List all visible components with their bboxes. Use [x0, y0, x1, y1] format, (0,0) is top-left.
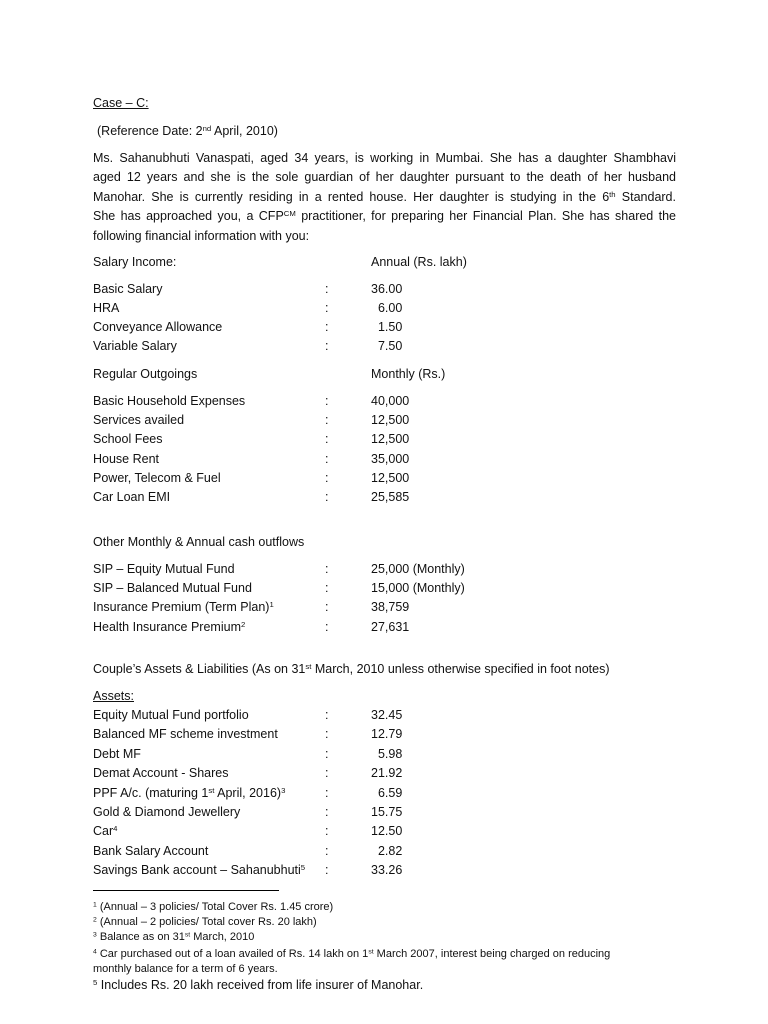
- footnote-text: monthly balance for a term of 6 years.: [93, 963, 278, 975]
- footnote-text: March 2007, interest being charged on reducing: [373, 948, 611, 960]
- row-label-text: SIP – Equity Mutual Fund: [93, 562, 235, 576]
- intro-line-text: She has approached you, a CFP: [93, 209, 284, 224]
- row-separator: :: [325, 301, 329, 315]
- row-label: Basic Salary: [93, 282, 163, 296]
- row-value: 7.50: [371, 339, 403, 353]
- footnote-text: Car purchased out of a loan availed of Rs. 14 lakh on 1: [96, 948, 369, 960]
- footnote-sup: st: [184, 931, 191, 939]
- footnote-3: [93, 930, 254, 944]
- row-label: Equity Mutual Fund portfolio: [93, 708, 249, 722]
- footnote-1: [93, 900, 333, 914]
- row-label-sup: st: [208, 785, 215, 795]
- row-separator: :: [325, 844, 329, 858]
- footnote-number: 2: [93, 916, 97, 924]
- intro-line: following financial information with you:: [93, 228, 310, 243]
- row-label: [93, 618, 245, 636]
- row-label: Power, Telecom & Fuel: [93, 471, 221, 485]
- row-value: 15,000 (Monthly): [371, 581, 465, 595]
- title-text: March, 2010 unless otherwise specified in foot notes): [311, 662, 610, 676]
- intro-line: [93, 207, 676, 226]
- row-value: 25,000 (Monthly): [371, 562, 465, 576]
- row-label: HRA: [93, 301, 120, 315]
- row-label-text: Health Insurance Premium: [93, 620, 241, 634]
- row-separator: :: [325, 863, 329, 877]
- footnote-text: (Annual – 2 policies/ Total cover Rs. 20 lakh): [96, 916, 317, 928]
- row-label: [93, 560, 235, 578]
- row-value: 27,631: [371, 620, 410, 634]
- row-label: [93, 861, 305, 879]
- row-separator: :: [325, 490, 329, 504]
- row-label: House Rent: [93, 452, 160, 466]
- intro-line: [93, 188, 676, 207]
- row-value: 35,000: [371, 452, 410, 466]
- row-label: Car Loan EMI: [93, 490, 171, 504]
- row-separator: :: [325, 786, 329, 800]
- row-value: 5.98: [371, 747, 403, 761]
- row-label: [93, 822, 117, 840]
- row-value: 12.79: [371, 727, 403, 741]
- row-value: 36.00: [371, 282, 403, 296]
- footnote-ref: 3: [281, 785, 286, 795]
- row-value: 33.26: [371, 863, 403, 877]
- footnote-text: March, 2010: [190, 931, 255, 943]
- row-value: 6.00: [371, 301, 403, 315]
- intro-line-text: practitioner, for preparing her Financial Plan. She has shared the: [295, 209, 676, 224]
- row-value: 1.50: [371, 320, 403, 334]
- assets-liabilities-title: [93, 660, 610, 678]
- row-separator: :: [325, 413, 329, 427]
- row-separator: :: [325, 824, 329, 838]
- row-separator: :: [325, 727, 329, 741]
- row-label-text: April, 2016): [214, 786, 282, 800]
- footnote-text: Includes Rs. 20 lakh received from life insurer of Manohar.: [97, 978, 424, 992]
- intro-line: aged 12 years and she is the sole guardian of her daughter pursuant to the death of her husband: [93, 170, 676, 185]
- footnote-number: 1: [93, 901, 97, 909]
- outgoings-section-header: [93, 365, 446, 383]
- footnote-divider: [93, 890, 279, 891]
- footnote-sup: st: [368, 948, 374, 956]
- row-separator: :: [325, 747, 329, 761]
- footnote-2: [93, 915, 317, 929]
- row-label: Demat Account - Shares: [93, 766, 229, 780]
- footnote-ref: 4: [113, 823, 118, 833]
- row-value: 12,500: [371, 413, 410, 427]
- row-separator: :: [325, 600, 329, 614]
- reference-date-sup: nd: [202, 123, 212, 133]
- row-separator: :: [325, 708, 329, 722]
- row-value: 21.92: [371, 766, 403, 780]
- reference-date-prefix: (Reference Date: 2: [97, 124, 203, 138]
- row-value: 2.82: [371, 844, 403, 858]
- row-label: [93, 579, 252, 597]
- row-label: Balanced MF scheme investment: [93, 727, 278, 741]
- footnote-5: [93, 977, 423, 993]
- row-separator: :: [325, 766, 329, 780]
- row-label-text: SIP – Balanced Mutual Fund: [93, 581, 252, 595]
- row-separator: :: [325, 282, 329, 296]
- row-label-text: Car: [93, 824, 114, 838]
- intro-line-text: Standard.: [615, 189, 676, 204]
- footnote-ref: 5: [300, 862, 306, 872]
- intro-line-sup: CM: [283, 208, 296, 218]
- footnote-number: 5: [93, 977, 98, 987]
- row-value: 12,500: [371, 471, 410, 485]
- row-separator: :: [325, 339, 329, 353]
- outgoings-title: Regular Outgoings: [93, 367, 198, 381]
- row-separator: :: [325, 805, 329, 819]
- footnote-text: (Annual – 3 policies/ Total Cover Rs. 1.45 crore): [96, 901, 334, 913]
- row-label: [93, 784, 285, 802]
- row-label: Basic Household Expenses: [93, 394, 246, 408]
- footnote-text: Balance as on 31: [96, 931, 185, 943]
- intro-paragraph: [93, 149, 676, 246]
- row-label: Bank Salary Account: [93, 844, 209, 858]
- row-label: Conveyance Allowance: [93, 320, 223, 334]
- footnote-number: 3: [93, 931, 97, 939]
- other-outflows-title: Other Monthly & Annual cash outflows: [93, 535, 305, 549]
- row-label-text: PPF A/c. (maturing 1: [93, 786, 209, 800]
- row-value: 38,759: [371, 600, 410, 614]
- row-label: [93, 598, 274, 616]
- row-separator: :: [325, 320, 329, 334]
- row-label: Variable Salary: [93, 339, 177, 353]
- row-label-text: Savings Bank account – Sahanubhuti: [93, 863, 301, 877]
- row-value: 32.45: [371, 708, 403, 722]
- row-label: Gold & Diamond Jewellery: [93, 805, 241, 819]
- row-separator: :: [325, 620, 329, 634]
- intro-line: Ms. Sahanubhuti Vanaspati, aged 34 years, is working in Mumbai. She has a daughter Shambhavi: [93, 151, 676, 165]
- salary-column-header: Annual (Rs. lakh): [371, 255, 467, 269]
- row-value: 25,585: [371, 490, 410, 504]
- reference-date-suffix: April, 2010): [211, 124, 278, 138]
- title-text: Couple’s Assets & Liabilities (As on 31: [93, 662, 306, 676]
- title-sup: st: [305, 661, 312, 671]
- row-value: 6.59: [371, 786, 403, 800]
- row-separator: :: [325, 471, 329, 485]
- footnote-4: [93, 947, 653, 977]
- footnote-ref: 2: [240, 619, 246, 629]
- row-label: Debt MF: [93, 747, 141, 761]
- footnote-number: 4: [93, 948, 97, 956]
- row-label: Services availed: [93, 413, 185, 427]
- row-label: School Fees: [93, 432, 163, 446]
- row-value: 15.75: [371, 805, 403, 819]
- salary-title: Salary Income:: [93, 255, 177, 269]
- reference-date: [97, 123, 278, 139]
- row-value: 12,500: [371, 432, 410, 446]
- assets-heading: Assets:: [93, 689, 134, 703]
- case-heading: Case – C:: [93, 96, 149, 110]
- intro-line-text: Manohar. She is currently residing in a rented house. Her daughter is studying in the 6: [93, 189, 610, 204]
- row-separator: :: [325, 581, 329, 595]
- row-value: 40,000: [371, 394, 410, 408]
- row-separator: :: [325, 394, 329, 408]
- outgoings-column-header: Monthly (Rs.): [371, 367, 446, 381]
- salary-section-header: [93, 253, 467, 271]
- row-value: 12.50: [371, 824, 403, 838]
- row-separator: :: [325, 432, 329, 446]
- row-separator: :: [325, 452, 329, 466]
- row-label-text: Insurance Premium (Term Plan): [93, 600, 270, 614]
- intro-line-sup: th: [609, 189, 616, 199]
- footnote-ref: 1: [269, 599, 274, 609]
- row-separator: :: [325, 562, 329, 576]
